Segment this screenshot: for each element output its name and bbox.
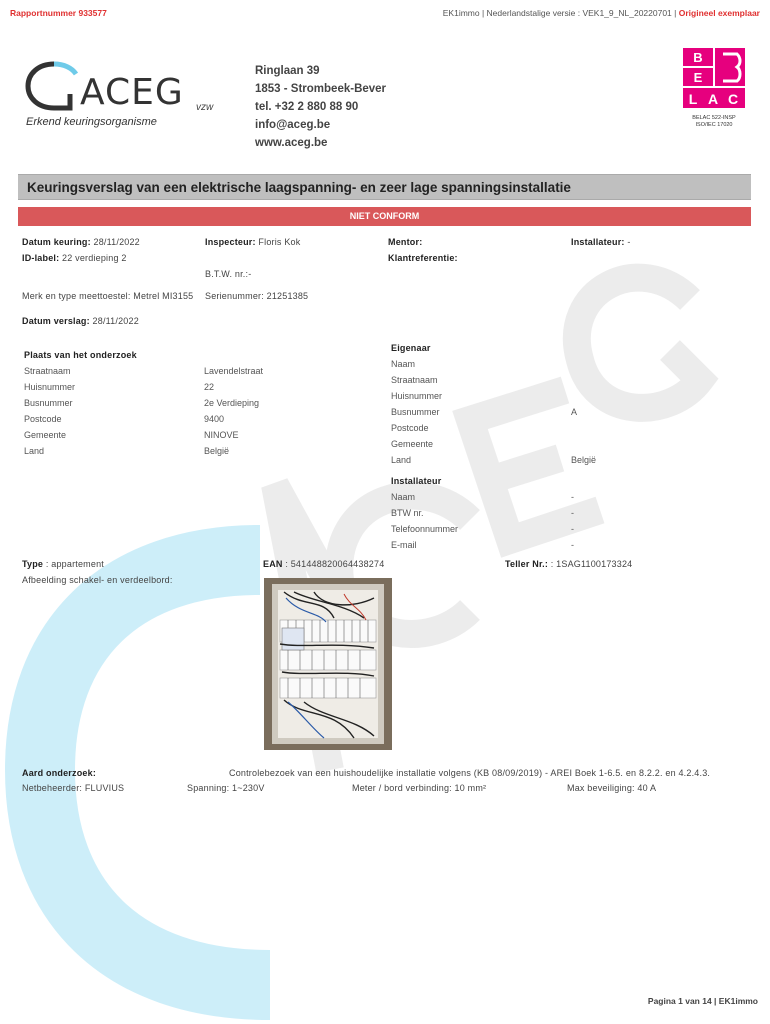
belac-letter-c: C [727, 91, 739, 107]
installer-row-value: - [571, 492, 574, 502]
location-row [24, 430, 354, 446]
location-row-value: 22 [204, 382, 215, 392]
installation-type-label: Type [22, 559, 44, 569]
location-row [24, 382, 354, 398]
id-label [22, 253, 127, 263]
inspector-label: Inspecteur: [205, 237, 256, 247]
ean-value: : 541448820064438274 [285, 559, 385, 569]
inspection-nature-value: Controlebezoek van een huishoudelijke installatie volgens (KB 08/09/2019) - AREI Boek 1-6.5. en 8.2.2. en 4.2.4.3. [229, 768, 711, 778]
report-number: Rapportnummer 933577 [10, 8, 107, 18]
switchboard-photo [264, 578, 392, 750]
logo-name: ACEG [80, 72, 184, 113]
client-reference-label: Klantreferentie: [388, 253, 458, 263]
location-row-label: Gemeente [24, 430, 67, 440]
report-title: Keuringsverslag van een elektrische laagspanning- en zeer lage spanningsinstallatie [27, 180, 571, 195]
location-table [24, 366, 354, 462]
owner-row-label: Postcode [391, 423, 429, 433]
logo-suffix: vzw [196, 102, 214, 113]
owner-row [391, 439, 741, 455]
conformity-status: NIET CONFORM [349, 211, 420, 221]
location-row-value: 2e Verdieping [204, 398, 260, 408]
meter-board-connection: Meter / bord verbinding: 10 mm² [352, 783, 487, 793]
page-footer: Pagina 1 van 14 | EK1immo [647, 996, 758, 1006]
owner-row-label: Land [391, 455, 412, 465]
ean-label: EAN [263, 559, 283, 569]
installer-row-label: E-mail [391, 540, 417, 550]
location-row-label: Straatnaam [24, 366, 71, 376]
installer-row-value: - [571, 540, 574, 550]
owner-row-value: België [571, 455, 597, 465]
installer-row-value: - [571, 508, 574, 518]
owner-row [391, 391, 741, 407]
grid-operator: Netbeheerder: FLUVIUS [22, 783, 125, 793]
location-row [24, 446, 354, 462]
id-label-label: ID-label: [22, 253, 60, 263]
meter-number [505, 559, 632, 569]
contact-website: www.aceg.be [255, 137, 328, 149]
location-row [24, 414, 354, 430]
installer-row [391, 540, 741, 556]
report-title-bar [18, 174, 751, 200]
installer-table [391, 492, 741, 556]
owner-row [391, 455, 741, 471]
belac-logo [683, 48, 745, 128]
owner-row-label: Straatnaam [391, 375, 438, 385]
mentor-label: Mentor: [388, 237, 423, 247]
original-label: Origineel exemplaar [678, 8, 760, 18]
location-row-label: Busnummer [24, 398, 73, 408]
contact-phone: tel. +32 2 880 88 90 [255, 101, 359, 113]
aceg-logo-mark [24, 58, 84, 114]
vat-number: B.T.W. nr.:- [205, 269, 252, 279]
contact-block [255, 62, 386, 152]
inspection-date [22, 237, 140, 247]
location-row-value: 9400 [204, 414, 225, 424]
owner-row-label: Naam [391, 359, 416, 369]
installer-heading: Installateur [391, 476, 442, 486]
installer-row-value: - [571, 524, 574, 534]
location-row-label: Land [24, 446, 45, 456]
belac-line2: ISO/IEC 17020 [695, 122, 733, 128]
owner-heading: Eigenaar [391, 343, 431, 353]
inspection-date-label: Datum keuring: [22, 237, 91, 247]
installer-row-label: Naam [391, 492, 416, 502]
inspector [205, 237, 300, 247]
owner-row-value: A [571, 407, 578, 417]
installer-row [391, 524, 741, 540]
report-date [22, 316, 139, 326]
location-row-label: Huisnummer [24, 382, 76, 392]
location-row-value: België [204, 446, 230, 456]
max-protection: Max beveiliging: 40 A [567, 783, 657, 793]
meter-number-value: : 1SAG1100173324 [550, 559, 633, 569]
owner-row [391, 407, 741, 423]
owner-table [391, 359, 741, 471]
mentor [388, 237, 422, 247]
installer-summary [571, 237, 631, 247]
contact-street: Ringlaan 39 [255, 65, 320, 77]
client-reference [388, 253, 458, 263]
version-info [443, 8, 760, 18]
inspector-value: Floris Kok [258, 237, 301, 247]
belac-mark [683, 48, 745, 108]
owner-row [391, 423, 741, 439]
location-heading: Plaats van het onderzoek [24, 350, 137, 360]
installer-label: Installateur: [571, 237, 625, 247]
belac-letter-a: A [707, 91, 719, 107]
logo-tagline: Erkend keuringsorganisme [26, 116, 157, 128]
owner-row-label: Gemeente [391, 439, 434, 449]
report-date-value: 28/11/2022 [92, 316, 139, 326]
id-label-value: 22 verdieping 2 [62, 253, 127, 263]
switchboard-image-label: Afbeelding schakel- en verdeelbord: [22, 575, 173, 585]
serial-number: Serienummer: 21251385 [205, 291, 309, 301]
contact-city: 1853 - Strombeek-Bever [255, 83, 387, 95]
installer-value: - [627, 237, 631, 247]
location-row-value: NINOVE [204, 430, 239, 440]
conformity-status-bar [18, 207, 751, 226]
installer-row-label: BTW nr. [391, 508, 424, 518]
owner-row-label: Busnummer [391, 407, 440, 417]
belac-letter-e: E [693, 70, 703, 85]
owner-row [391, 359, 741, 375]
location-row-value: Lavendelstraat [204, 366, 264, 376]
installer-row [391, 492, 741, 508]
installation-type-value: : appartement [45, 559, 104, 569]
ean [263, 559, 384, 569]
report-date-label: Datum verslag: [22, 316, 90, 326]
owner-row [391, 375, 741, 391]
contact-email: info@aceg.be [255, 119, 331, 131]
location-row [24, 366, 354, 382]
inspection-nature-label: Aard onderzoek: [22, 768, 97, 778]
aceg-logo [24, 58, 224, 136]
inspection-date-value: 28/11/2022 [93, 237, 140, 247]
meter-device: Merk en type meettoestel: Metrel MI3155 [22, 291, 194, 301]
owner-row-label: Huisnummer [391, 391, 443, 401]
voltage: Spanning: 1~230V [187, 783, 265, 793]
meter-number-label: Teller Nr.: [505, 559, 549, 569]
installer-row [391, 508, 741, 524]
installation-type [22, 559, 104, 569]
location-row-label: Postcode [24, 414, 62, 424]
location-row [24, 398, 354, 414]
belac-letter-l: L [688, 91, 698, 107]
belac-line1: BELAC 522-INSP [692, 115, 736, 121]
installer-row-label: Telefoonnummer [391, 524, 459, 534]
belac-letter-b: B [693, 50, 703, 65]
version-text: EK1immo | Nederlandstalige versie : VEK1_9_NL_20220701 | [442, 8, 677, 18]
